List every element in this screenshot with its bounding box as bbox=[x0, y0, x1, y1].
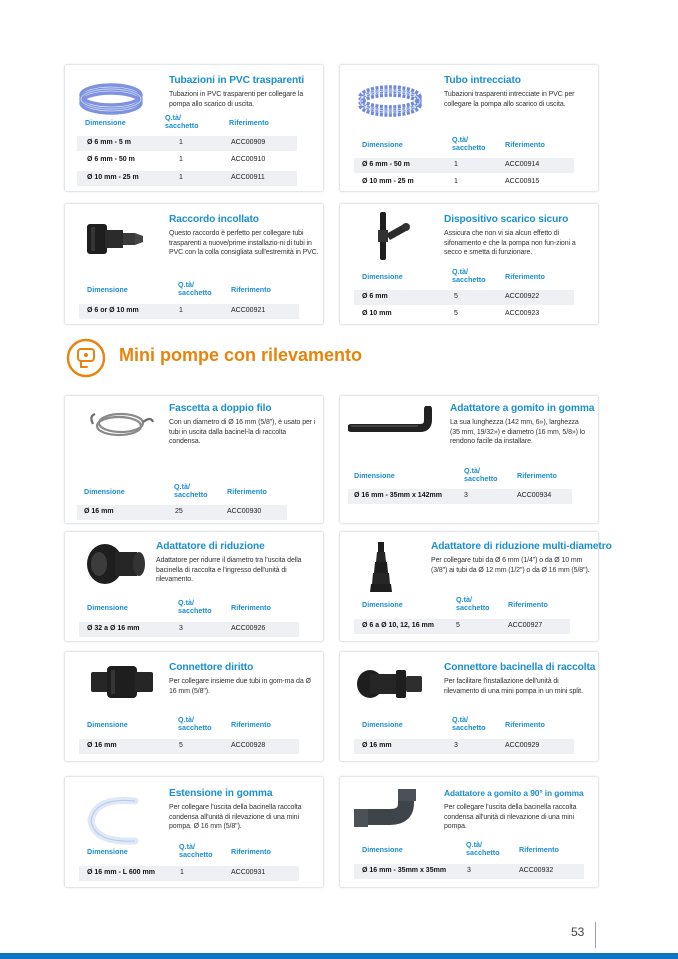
footer-bar bbox=[0, 953, 678, 959]
header-reference: Riferimento bbox=[517, 471, 557, 480]
header-reference: Riferimento bbox=[508, 600, 548, 609]
header-quantity: Q.tà/ sacchetto bbox=[174, 482, 208, 500]
product-card bbox=[339, 776, 599, 888]
card-description: Per collegare l'uscita della bacinella raccolta condensa all'unità di rilevazione di una mini pompa. Ø 16 mm (5/8"). bbox=[169, 804, 302, 831]
header-reference: Riferimento bbox=[229, 118, 269, 127]
table-row: Ø 6 mm - 5 m 1 ACC00909 bbox=[77, 136, 297, 151]
double-wire-clamp-icon bbox=[87, 402, 157, 453]
product-card bbox=[339, 651, 599, 762]
header-reference: Riferimento bbox=[231, 720, 271, 729]
card-description: Per collegare l'uscita della bacinella raccolta condensa all'unità di rilevazione di una mini pompa. bbox=[444, 804, 577, 831]
product-card bbox=[64, 395, 324, 524]
table-row: Ø 16 mm 25 ACC00930 bbox=[77, 505, 287, 520]
glued-fitting-icon bbox=[85, 218, 145, 265]
card-title: Connettore bacinella di raccolta bbox=[444, 662, 596, 673]
product-card bbox=[339, 395, 599, 524]
table-row: Ø 10 mm - 25 m 1 ACC00911 bbox=[77, 171, 297, 186]
straight-connector-icon bbox=[89, 662, 155, 707]
card-title: Raccordo incollato bbox=[169, 214, 259, 225]
card-title: Adattatore di riduzione multi-diametro bbox=[431, 541, 612, 552]
header-quantity: Q.tà/ sacchetto bbox=[452, 267, 486, 285]
header-dimension: Dimensione bbox=[354, 471, 395, 480]
safe-drain-device-icon bbox=[366, 210, 416, 267]
card-description: Tubazioni in PVC trasparenti per collegare la pompa allo scarico di uscita. bbox=[169, 91, 304, 108]
product-card bbox=[339, 531, 612, 642]
table-row: Ø 10 mm - 25 m 1 ACC00915 bbox=[362, 178, 540, 185]
table-row: Ø 10 mm 5 ACC00923 bbox=[362, 310, 540, 317]
header-dimension: Dimensione bbox=[87, 285, 128, 294]
card-description: Tubazioni trasparenti intrecciate in PVC per collegare la pompa allo scarico di uscita. bbox=[444, 91, 575, 108]
table-row: Ø 16 mm - 35mm x 35mm 3 ACC00932 bbox=[354, 864, 584, 879]
page-number-divider bbox=[595, 922, 596, 948]
elbow-90-icon bbox=[354, 789, 426, 838]
header-dimension: Dimensione bbox=[362, 845, 403, 854]
card-title: Tubazioni in PVC trasparenti bbox=[169, 75, 305, 86]
product-card bbox=[64, 64, 324, 192]
card-description: Per facilitare l'installazione dell'unità di rilevamento di una mini pompa in un mini split. bbox=[444, 678, 583, 695]
header-quantity: Q.tà/ sacchetto bbox=[165, 113, 199, 131]
card-description: Con un diametro di Ø 16 mm (5/8"), è usato per i tubi in uscita dalla bacinel-la di raccolta condensa. bbox=[169, 419, 316, 446]
card-title: Adattatore di riduzione bbox=[156, 541, 265, 552]
braided-tube-coil-icon bbox=[356, 79, 424, 128]
table-row: Ø 16 mm - 35mm x 142mm 3 ACC00934 bbox=[348, 489, 572, 504]
product-card bbox=[64, 651, 324, 762]
card-description: Per collegare tubi da Ø 6 mm (1/4") o da Ø 10 mm (3/8") ai tubi da Ø 12 mm (1/2") o da Ø 16 mm (5/8"). bbox=[431, 557, 590, 574]
table-row: Ø 16 mm - L 600 mm 1 ACC00931 bbox=[79, 866, 299, 881]
header-reference: Riferimento bbox=[505, 140, 545, 149]
header-reference: Riferimento bbox=[519, 845, 559, 854]
table-row: Ø 6 a Ø 10, 12, 16 mm 5 ACC00927 bbox=[354, 619, 570, 634]
header-reference: Riferimento bbox=[227, 487, 267, 496]
header-dimension: Dimensione bbox=[87, 720, 128, 729]
table-row: Ø 6 mm 5 ACC00922 bbox=[354, 290, 574, 305]
tray-connector-icon bbox=[354, 662, 424, 707]
header-dimension: Dimensione bbox=[85, 118, 126, 127]
card-description: Assicura che non vi sia alcun effetto di sifonamento e che la pompa non fun-zioni a secco e smetta di funzionare. bbox=[444, 230, 576, 257]
table-row: Ø 6 or Ø 10 mm 1 ACC00921 bbox=[79, 304, 299, 319]
header-reference: Riferimento bbox=[505, 720, 545, 729]
header-quantity: Q.tà/ sacchetto bbox=[452, 135, 486, 153]
header-quantity: Q.tà/ sacchetto bbox=[452, 715, 486, 733]
header-reference: Riferimento bbox=[231, 603, 271, 612]
reducer-adapter-icon bbox=[85, 540, 149, 593]
header-dimension: Dimensione bbox=[362, 140, 403, 149]
header-dimension: Dimensione bbox=[362, 600, 403, 609]
header-quantity: Q.tà/ sacchetto bbox=[178, 598, 212, 616]
table-row: Ø 16 mm 3 ACC00929 bbox=[354, 739, 574, 754]
product-card bbox=[64, 776, 324, 888]
header-reference: Riferimento bbox=[505, 272, 545, 281]
header-reference: Riferimento bbox=[231, 285, 271, 294]
header-dimension: Dimensione bbox=[362, 272, 403, 281]
card-description: Adattatore per ridurre il diametro tra l'uscita della bacinella di raccolta e l'ingresso dell'unità di rilevamento. bbox=[156, 557, 302, 584]
table-row: Ø 32 a Ø 16 mm 3 ACC00926 bbox=[79, 622, 299, 637]
card-title: Adattatore a gomito a 90° in gomma bbox=[444, 788, 584, 798]
header-dimension: Dimensione bbox=[87, 603, 128, 612]
card-description: La sua lunghezza (142 mm, 6»), larghezza (35 mm, 19/32») e diametro (16 mm, 5/8») lo rendono facile da installare. bbox=[450, 419, 585, 446]
card-title: Dispositivo scarico sicuro bbox=[444, 214, 569, 225]
header-dimension: Dimensione bbox=[87, 847, 128, 856]
card-title: Estensione in gomma bbox=[169, 788, 273, 799]
product-card bbox=[64, 203, 324, 325]
card-description: Per collegare insieme due tubi in gom-ma da Ø 16 mm (5/8"). bbox=[169, 678, 311, 695]
product-card bbox=[339, 64, 599, 192]
rubber-extension-icon bbox=[85, 795, 141, 852]
card-title: Fascetta a doppio filo bbox=[169, 403, 272, 414]
table-row: Ø 16 mm 5 ACC00928 bbox=[79, 739, 299, 754]
product-card bbox=[64, 531, 324, 642]
page-number: 53 bbox=[571, 925, 585, 939]
table-row: Ø 6 mm - 50 m 1 ACC00910 bbox=[87, 156, 266, 163]
card-title: Connettore diritto bbox=[169, 662, 254, 673]
table-row: Ø 6 mm - 50 m 1 ACC00914 bbox=[354, 158, 574, 173]
section-icon bbox=[66, 338, 106, 378]
section-title: Mini pompe con rilevamento bbox=[119, 345, 363, 365]
header-quantity: Q.tà/ sacchetto bbox=[178, 280, 212, 298]
header-dimension: Dimensione bbox=[84, 487, 125, 496]
product-card bbox=[339, 203, 599, 325]
card-title: Tubo intrecciato bbox=[444, 75, 521, 86]
card-title: Adattatore a gomito in gomma bbox=[450, 403, 595, 414]
multi-diameter-reducer-icon bbox=[366, 540, 396, 599]
rubber-elbow-icon bbox=[348, 406, 434, 447]
card-description: Questo raccordo è perfetto per collegare tubi trasparenti a nuove/prime installazio-ni di tubi in PVC con la colla consigliata sull'estremità in PVC. bbox=[169, 230, 319, 257]
header-reference: Riferimento bbox=[231, 847, 271, 856]
header-quantity: Q.tà/ sacchetto bbox=[456, 595, 490, 613]
header-quantity: Q.tà/ sacchetto bbox=[466, 840, 500, 858]
header-quantity: Q.tà/ sacchetto bbox=[464, 466, 498, 484]
header-quantity: Q.tà/ sacchetto bbox=[179, 842, 213, 860]
header-quantity: Q.tà/ sacchetto bbox=[178, 715, 212, 733]
header-dimension: Dimensione bbox=[362, 720, 403, 729]
